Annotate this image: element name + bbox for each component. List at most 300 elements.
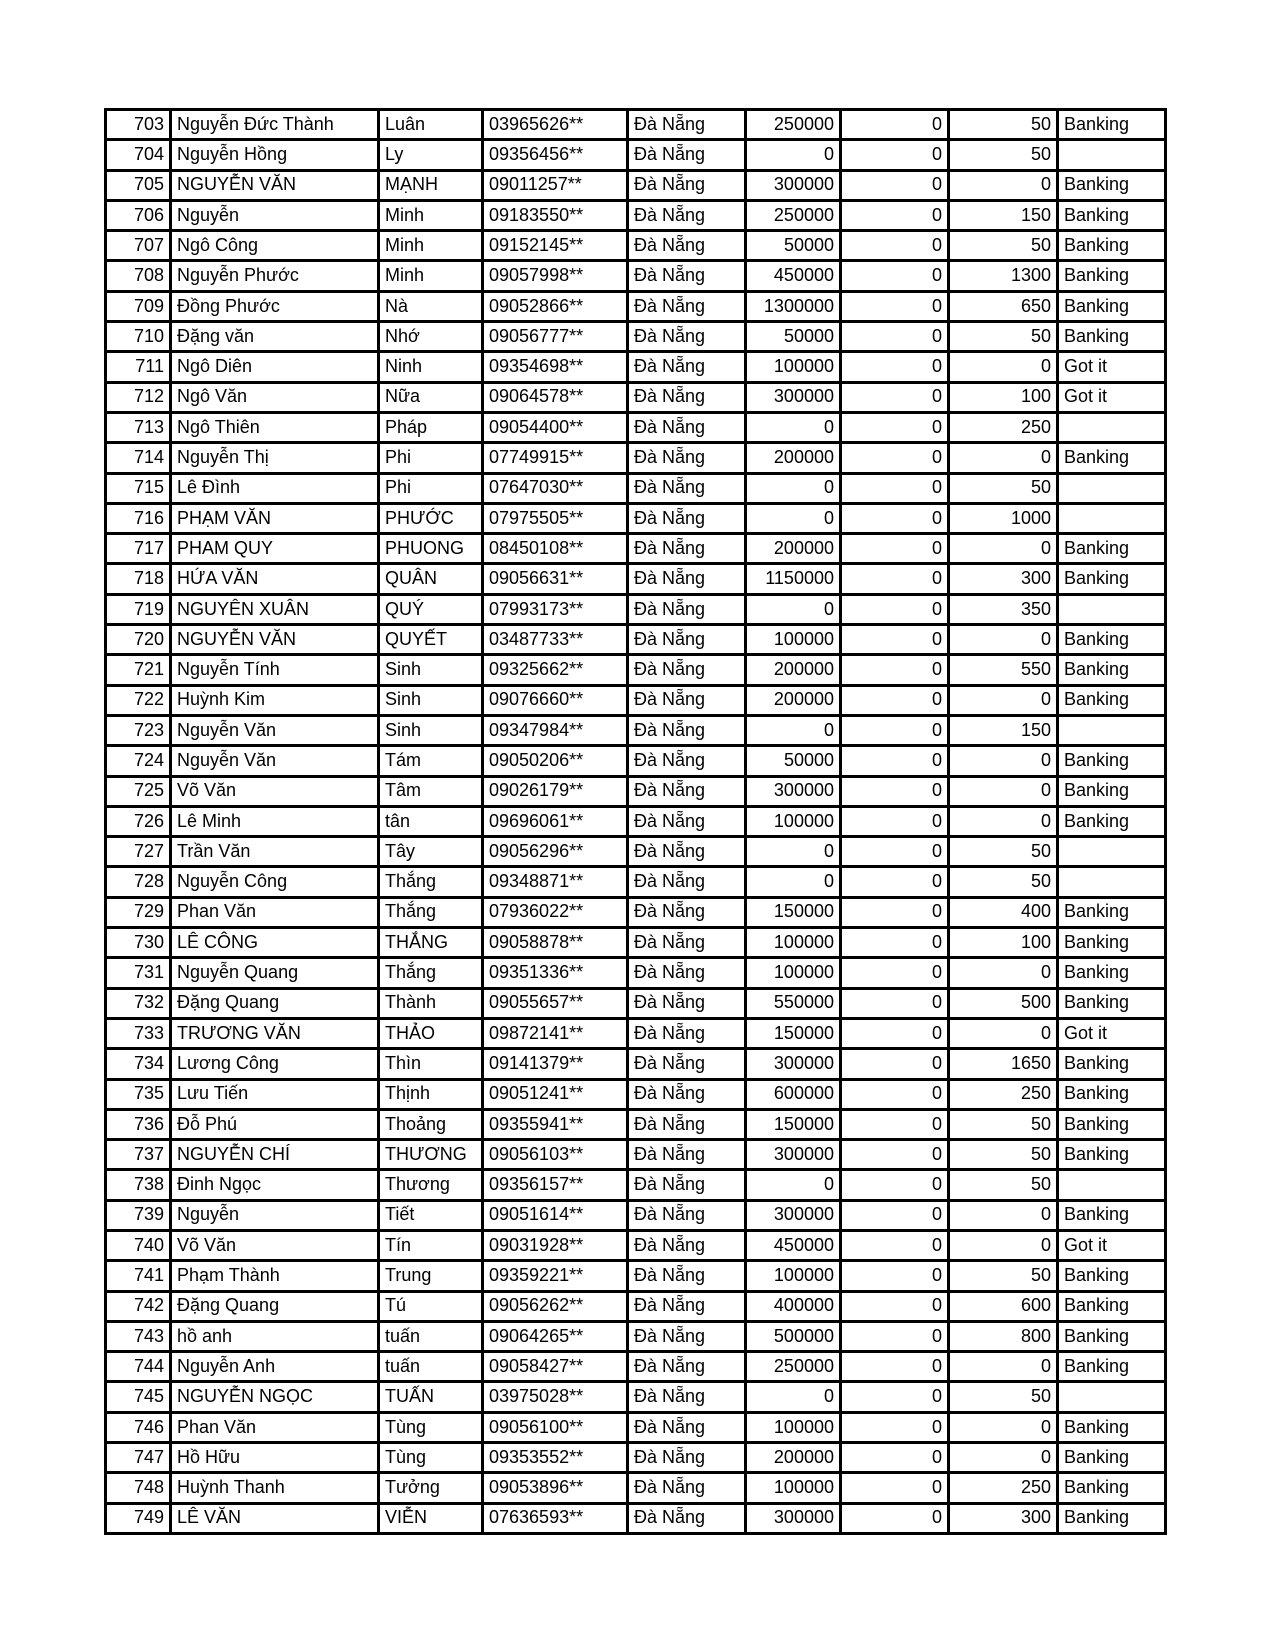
- amount-cell: 100000: [746, 806, 841, 836]
- points-cell: 250: [949, 1473, 1058, 1503]
- phone-masked-cell: 07636593**: [483, 1503, 628, 1533]
- zero-column-cell: 0: [841, 1291, 949, 1321]
- table-row: [106, 1018, 1166, 1048]
- status-cell: Banking: [1058, 928, 1166, 958]
- first-name-cell: Phạm Thành: [171, 1261, 379, 1291]
- amount-cell: 450000: [746, 261, 841, 291]
- row-number-cell: 733: [106, 1018, 171, 1048]
- row-number-cell: 706: [106, 200, 171, 230]
- first-name-cell: TRƯƠNG VĂN: [171, 1018, 379, 1048]
- amount-cell: 0: [746, 473, 841, 503]
- status-cell: [1058, 412, 1166, 442]
- row-number-cell: 749: [106, 1503, 171, 1533]
- points-cell: 650: [949, 291, 1058, 321]
- status-cell: [1058, 867, 1166, 897]
- phone-masked-cell: 09872141**: [483, 1018, 628, 1048]
- status-cell: [1058, 837, 1166, 867]
- last-name-cell: Tâm: [379, 776, 483, 806]
- first-name-cell: Ngô Văn: [171, 382, 379, 412]
- city-cell: Đà Nẵng: [628, 412, 746, 442]
- last-name-cell: Thắng: [379, 958, 483, 988]
- first-name-cell: Ngô Thiên: [171, 412, 379, 442]
- table-row: [106, 412, 1166, 442]
- row-number-cell: 704: [106, 140, 171, 170]
- phone-masked-cell: 09152145**: [483, 231, 628, 261]
- phone-masked-cell: 09353552**: [483, 1443, 628, 1473]
- phone-masked-cell: 09056103**: [483, 1140, 628, 1170]
- row-number-cell: 743: [106, 1321, 171, 1351]
- first-name-cell: Phan Văn: [171, 897, 379, 927]
- city-cell: Đà Nẵng: [628, 988, 746, 1018]
- phone-masked-cell: 09141379**: [483, 1049, 628, 1079]
- row-number-cell: 721: [106, 655, 171, 685]
- city-cell: Đà Nẵng: [628, 655, 746, 685]
- points-cell: 150: [949, 715, 1058, 745]
- phone-masked-cell: 09355941**: [483, 1109, 628, 1139]
- table-row: [106, 1352, 1166, 1382]
- zero-column-cell: 0: [841, 806, 949, 836]
- phone-masked-cell: 09054400**: [483, 412, 628, 442]
- zero-column-cell: 0: [841, 291, 949, 321]
- amount-cell: 1300000: [746, 291, 841, 321]
- phone-masked-cell: 09031928**: [483, 1230, 628, 1260]
- status-cell: Banking: [1058, 655, 1166, 685]
- city-cell: Đà Nẵng: [628, 776, 746, 806]
- status-cell: [1058, 140, 1166, 170]
- first-name-cell: NGUYÊN XUÂN: [171, 594, 379, 624]
- city-cell: Đà Nẵng: [628, 1443, 746, 1473]
- row-number-cell: 703: [106, 110, 171, 140]
- first-name-cell: LÊ CÔNG: [171, 928, 379, 958]
- points-cell: 300: [949, 1503, 1058, 1533]
- status-cell: Banking: [1058, 564, 1166, 594]
- zero-column-cell: 0: [841, 110, 949, 140]
- last-name-cell: Sinh: [379, 715, 483, 745]
- phone-masked-cell: 09050206**: [483, 746, 628, 776]
- zero-column-cell: 0: [841, 1321, 949, 1351]
- zero-column-cell: 0: [841, 443, 949, 473]
- data-table: [104, 108, 1167, 1535]
- row-number-cell: 724: [106, 746, 171, 776]
- points-cell: 0: [949, 443, 1058, 473]
- zero-column-cell: 0: [841, 1170, 949, 1200]
- phone-masked-cell: 09183550**: [483, 200, 628, 230]
- first-name-cell: Đinh Ngọc: [171, 1170, 379, 1200]
- city-cell: Đà Nẵng: [628, 170, 746, 200]
- last-name-cell: Nữa: [379, 382, 483, 412]
- points-cell: 50: [949, 1261, 1058, 1291]
- phone-masked-cell: 07993173**: [483, 594, 628, 624]
- city-cell: Đà Nẵng: [628, 140, 746, 170]
- points-cell: 0: [949, 1443, 1058, 1473]
- row-number-cell: 738: [106, 1170, 171, 1200]
- row-number-cell: 737: [106, 1140, 171, 1170]
- points-cell: 250: [949, 412, 1058, 442]
- amount-cell: 200000: [746, 1443, 841, 1473]
- phone-masked-cell: 09011257**: [483, 170, 628, 200]
- last-name-cell: VIỄN: [379, 1503, 483, 1533]
- status-cell: Banking: [1058, 291, 1166, 321]
- phone-masked-cell: 09348871**: [483, 867, 628, 897]
- amount-cell: 300000: [746, 1049, 841, 1079]
- city-cell: Đà Nẵng: [628, 1140, 746, 1170]
- points-cell: 350: [949, 594, 1058, 624]
- last-name-cell: Tây: [379, 837, 483, 867]
- city-cell: Đà Nẵng: [628, 594, 746, 624]
- zero-column-cell: 0: [841, 503, 949, 533]
- zero-column-cell: 0: [841, 625, 949, 655]
- status-cell: [1058, 715, 1166, 745]
- row-number-cell: 730: [106, 928, 171, 958]
- last-name-cell: Tùng: [379, 1443, 483, 1473]
- status-cell: Banking: [1058, 1049, 1166, 1079]
- table-row: [106, 958, 1166, 988]
- points-cell: 0: [949, 170, 1058, 200]
- amount-cell: 100000: [746, 1473, 841, 1503]
- city-cell: Đà Nẵng: [628, 322, 746, 352]
- table-row: [106, 443, 1166, 473]
- amount-cell: 150000: [746, 1109, 841, 1139]
- amount-cell: 450000: [746, 1230, 841, 1260]
- table-row: [106, 1230, 1166, 1260]
- zero-column-cell: 0: [841, 1049, 949, 1079]
- points-cell: 50: [949, 110, 1058, 140]
- city-cell: Đà Nẵng: [628, 928, 746, 958]
- table-row: [106, 200, 1166, 230]
- table-row: [106, 261, 1166, 291]
- amount-cell: 250000: [746, 200, 841, 230]
- table-row: [106, 1382, 1166, 1412]
- row-number-cell: 742: [106, 1291, 171, 1321]
- row-number-cell: 719: [106, 594, 171, 624]
- table-row: [106, 1079, 1166, 1109]
- last-name-cell: Pháp: [379, 412, 483, 442]
- points-cell: 50: [949, 1382, 1058, 1412]
- first-name-cell: Nguyễn Phước: [171, 261, 379, 291]
- points-cell: 50: [949, 473, 1058, 503]
- amount-cell: 100000: [746, 958, 841, 988]
- status-cell: Banking: [1058, 625, 1166, 655]
- phone-masked-cell: 09076660**: [483, 685, 628, 715]
- amount-cell: 300000: [746, 170, 841, 200]
- table-row: [106, 534, 1166, 564]
- first-name-cell: Nguyễn Công: [171, 867, 379, 897]
- row-number-cell: 727: [106, 837, 171, 867]
- status-cell: Banking: [1058, 1503, 1166, 1533]
- table-row: [106, 1503, 1166, 1533]
- city-cell: Đà Nẵng: [628, 261, 746, 291]
- row-number-cell: 715: [106, 473, 171, 503]
- amount-cell: 300000: [746, 776, 841, 806]
- amount-cell: 50000: [746, 231, 841, 261]
- points-cell: 550: [949, 655, 1058, 685]
- city-cell: Đà Nẵng: [628, 1109, 746, 1139]
- points-cell: 50: [949, 837, 1058, 867]
- phone-masked-cell: 09351336**: [483, 958, 628, 988]
- first-name-cell: Đặng Quang: [171, 1291, 379, 1321]
- amount-cell: 0: [746, 412, 841, 442]
- row-number-cell: 723: [106, 715, 171, 745]
- row-number-cell: 745: [106, 1382, 171, 1412]
- zero-column-cell: 0: [841, 685, 949, 715]
- points-cell: 400: [949, 897, 1058, 927]
- amount-cell: 0: [746, 867, 841, 897]
- city-cell: Đà Nẵng: [628, 443, 746, 473]
- row-number-cell: 739: [106, 1200, 171, 1230]
- status-cell: Banking: [1058, 1321, 1166, 1351]
- points-cell: 0: [949, 958, 1058, 988]
- phone-masked-cell: 03487733**: [483, 625, 628, 655]
- phone-masked-cell: 09051614**: [483, 1200, 628, 1230]
- zero-column-cell: 0: [841, 1443, 949, 1473]
- table-row: [106, 322, 1166, 352]
- table-row: [106, 291, 1166, 321]
- city-cell: Đà Nẵng: [628, 1170, 746, 1200]
- table-row: [106, 503, 1166, 533]
- first-name-cell: Nguyễn Thị: [171, 443, 379, 473]
- status-cell: Banking: [1058, 1291, 1166, 1321]
- last-name-cell: THẢO: [379, 1018, 483, 1048]
- amount-cell: 200000: [746, 685, 841, 715]
- city-cell: Đà Nẵng: [628, 473, 746, 503]
- row-number-cell: 714: [106, 443, 171, 473]
- table-row: [106, 1049, 1166, 1079]
- row-number-cell: 711: [106, 352, 171, 382]
- phone-masked-cell: 07647030**: [483, 473, 628, 503]
- amount-cell: 0: [746, 594, 841, 624]
- phone-masked-cell: 09056296**: [483, 837, 628, 867]
- status-cell: Banking: [1058, 1079, 1166, 1109]
- zero-column-cell: 0: [841, 928, 949, 958]
- last-name-cell: Thịnh: [379, 1079, 483, 1109]
- zero-column-cell: 0: [841, 1412, 949, 1442]
- phone-masked-cell: 09056777**: [483, 322, 628, 352]
- last-name-cell: Phi: [379, 443, 483, 473]
- status-cell: Banking: [1058, 1352, 1166, 1382]
- first-name-cell: Huỳnh Kim: [171, 685, 379, 715]
- status-cell: Banking: [1058, 534, 1166, 564]
- last-name-cell: Thìn: [379, 1049, 483, 1079]
- zero-column-cell: 0: [841, 322, 949, 352]
- table-row: [106, 625, 1166, 655]
- zero-column-cell: 0: [841, 382, 949, 412]
- amount-cell: 300000: [746, 382, 841, 412]
- phone-masked-cell: 09354698**: [483, 352, 628, 382]
- first-name-cell: hồ anh: [171, 1321, 379, 1351]
- city-cell: Đà Nẵng: [628, 1261, 746, 1291]
- amount-cell: 0: [746, 837, 841, 867]
- city-cell: Đà Nẵng: [628, 1291, 746, 1321]
- last-name-cell: Nhớ: [379, 322, 483, 352]
- table-row: [106, 1443, 1166, 1473]
- city-cell: Đà Nẵng: [628, 958, 746, 988]
- row-number-cell: 726: [106, 806, 171, 836]
- points-cell: 0: [949, 746, 1058, 776]
- zero-column-cell: 0: [841, 867, 949, 897]
- status-cell: Banking: [1058, 1473, 1166, 1503]
- zero-column-cell: 0: [841, 170, 949, 200]
- points-cell: 100: [949, 928, 1058, 958]
- first-name-cell: NGUYỄN CHÍ: [171, 1140, 379, 1170]
- last-name-cell: Luân: [379, 110, 483, 140]
- row-number-cell: 740: [106, 1230, 171, 1260]
- status-cell: [1058, 503, 1166, 533]
- city-cell: Đà Nẵng: [628, 625, 746, 655]
- last-name-cell: Thương: [379, 1170, 483, 1200]
- row-number-cell: 729: [106, 897, 171, 927]
- city-cell: Đà Nẵng: [628, 200, 746, 230]
- table-row: [106, 655, 1166, 685]
- last-name-cell: Tưởng: [379, 1473, 483, 1503]
- row-number-cell: 713: [106, 412, 171, 442]
- amount-cell: 100000: [746, 625, 841, 655]
- phone-masked-cell: 09064265**: [483, 1321, 628, 1351]
- amount-cell: 600000: [746, 1079, 841, 1109]
- amount-cell: 100000: [746, 1412, 841, 1442]
- last-name-cell: Thắng: [379, 867, 483, 897]
- zero-column-cell: 0: [841, 140, 949, 170]
- first-name-cell: Võ Văn: [171, 1230, 379, 1260]
- city-cell: Đà Nẵng: [628, 1230, 746, 1260]
- table-row: [106, 776, 1166, 806]
- zero-column-cell: 0: [841, 473, 949, 503]
- last-name-cell: Phi: [379, 473, 483, 503]
- phone-masked-cell: 09356456**: [483, 140, 628, 170]
- phone-masked-cell: 08450108**: [483, 534, 628, 564]
- points-cell: 1300: [949, 261, 1058, 291]
- phone-masked-cell: 03965626**: [483, 110, 628, 140]
- table-row: [106, 594, 1166, 624]
- points-cell: 0: [949, 806, 1058, 836]
- row-number-cell: 747: [106, 1443, 171, 1473]
- points-cell: 50: [949, 1109, 1058, 1139]
- row-number-cell: 709: [106, 291, 171, 321]
- last-name-cell: MẠNH: [379, 170, 483, 200]
- zero-column-cell: 0: [841, 1352, 949, 1382]
- points-cell: 0: [949, 534, 1058, 564]
- zero-column-cell: 0: [841, 1473, 949, 1503]
- city-cell: Đà Nẵng: [628, 291, 746, 321]
- table-row: [106, 1261, 1166, 1291]
- points-cell: 100: [949, 382, 1058, 412]
- table-row: [106, 473, 1166, 503]
- city-cell: Đà Nẵng: [628, 867, 746, 897]
- table-row: [106, 1473, 1166, 1503]
- phone-masked-cell: 09058878**: [483, 928, 628, 958]
- first-name-cell: Ngô Công: [171, 231, 379, 261]
- points-cell: 1650: [949, 1049, 1058, 1079]
- zero-column-cell: 0: [841, 837, 949, 867]
- city-cell: Đà Nẵng: [628, 1200, 746, 1230]
- zero-column-cell: 0: [841, 1018, 949, 1048]
- row-number-cell: 731: [106, 958, 171, 988]
- status-cell: Banking: [1058, 1109, 1166, 1139]
- first-name-cell: Đỗ Phú: [171, 1109, 379, 1139]
- zero-column-cell: 0: [841, 1230, 949, 1260]
- amount-cell: 100000: [746, 928, 841, 958]
- row-number-cell: 744: [106, 1352, 171, 1382]
- phone-masked-cell: 09696061**: [483, 806, 628, 836]
- city-cell: Đà Nẵng: [628, 685, 746, 715]
- row-number-cell: 707: [106, 231, 171, 261]
- last-name-cell: Sinh: [379, 655, 483, 685]
- last-name-cell: Minh: [379, 231, 483, 261]
- table-row: [106, 837, 1166, 867]
- points-cell: 50: [949, 1140, 1058, 1170]
- points-cell: 0: [949, 1352, 1058, 1382]
- status-cell: Banking: [1058, 958, 1166, 988]
- first-name-cell: Lê Minh: [171, 806, 379, 836]
- row-number-cell: 718: [106, 564, 171, 594]
- zero-column-cell: 0: [841, 897, 949, 927]
- city-cell: Đà Nẵng: [628, 897, 746, 927]
- amount-cell: 300000: [746, 1200, 841, 1230]
- table-row: [106, 110, 1166, 140]
- amount-cell: 400000: [746, 1291, 841, 1321]
- last-name-cell: tuấn: [379, 1352, 483, 1382]
- first-name-cell: NGUYỄN NGỌC: [171, 1382, 379, 1412]
- first-name-cell: Hồ Hữu: [171, 1443, 379, 1473]
- phone-masked-cell: 09052866**: [483, 291, 628, 321]
- last-name-cell: Tín: [379, 1230, 483, 1260]
- city-cell: Đà Nẵng: [628, 1018, 746, 1048]
- points-cell: 50: [949, 322, 1058, 352]
- last-name-cell: Tám: [379, 746, 483, 776]
- zero-column-cell: 0: [841, 534, 949, 564]
- city-cell: Đà Nẵng: [628, 1049, 746, 1079]
- amount-cell: 0: [746, 503, 841, 533]
- last-name-cell: Sinh: [379, 685, 483, 715]
- row-number-cell: 722: [106, 685, 171, 715]
- status-cell: Banking: [1058, 1140, 1166, 1170]
- first-name-cell: PHAM QUY: [171, 534, 379, 564]
- amount-cell: 0: [746, 1170, 841, 1200]
- row-number-cell: 705: [106, 170, 171, 200]
- status-cell: Banking: [1058, 110, 1166, 140]
- zero-column-cell: 0: [841, 564, 949, 594]
- row-number-cell: 748: [106, 1473, 171, 1503]
- amount-cell: 300000: [746, 1503, 841, 1533]
- city-cell: Đà Nẵng: [628, 1079, 746, 1109]
- phone-masked-cell: 09056100**: [483, 1412, 628, 1442]
- spreadsheet-page: [104, 108, 1167, 1535]
- first-name-cell: Nguyễn Quang: [171, 958, 379, 988]
- last-name-cell: Nà: [379, 291, 483, 321]
- first-name-cell: Võ Văn: [171, 776, 379, 806]
- status-cell: Got it: [1058, 1230, 1166, 1260]
- table-row: [106, 715, 1166, 745]
- status-cell: Banking: [1058, 443, 1166, 473]
- zero-column-cell: 0: [841, 200, 949, 230]
- last-name-cell: QUÂN: [379, 564, 483, 594]
- row-number-cell: 732: [106, 988, 171, 1018]
- zero-column-cell: 0: [841, 655, 949, 685]
- amount-cell: 200000: [746, 443, 841, 473]
- zero-column-cell: 0: [841, 1079, 949, 1109]
- last-name-cell: Thành: [379, 988, 483, 1018]
- first-name-cell: NGUYỄN VĂN: [171, 170, 379, 200]
- row-number-cell: 725: [106, 776, 171, 806]
- phone-masked-cell: 09055657**: [483, 988, 628, 1018]
- row-number-cell: 741: [106, 1261, 171, 1291]
- table-row: [106, 352, 1166, 382]
- first-name-cell: HỨA VĂN: [171, 564, 379, 594]
- zero-column-cell: 0: [841, 1109, 949, 1139]
- points-cell: 0: [949, 1018, 1058, 1048]
- first-name-cell: Nguyễn Tính: [171, 655, 379, 685]
- first-name-cell: Lương Công: [171, 1049, 379, 1079]
- points-cell: 500: [949, 988, 1058, 1018]
